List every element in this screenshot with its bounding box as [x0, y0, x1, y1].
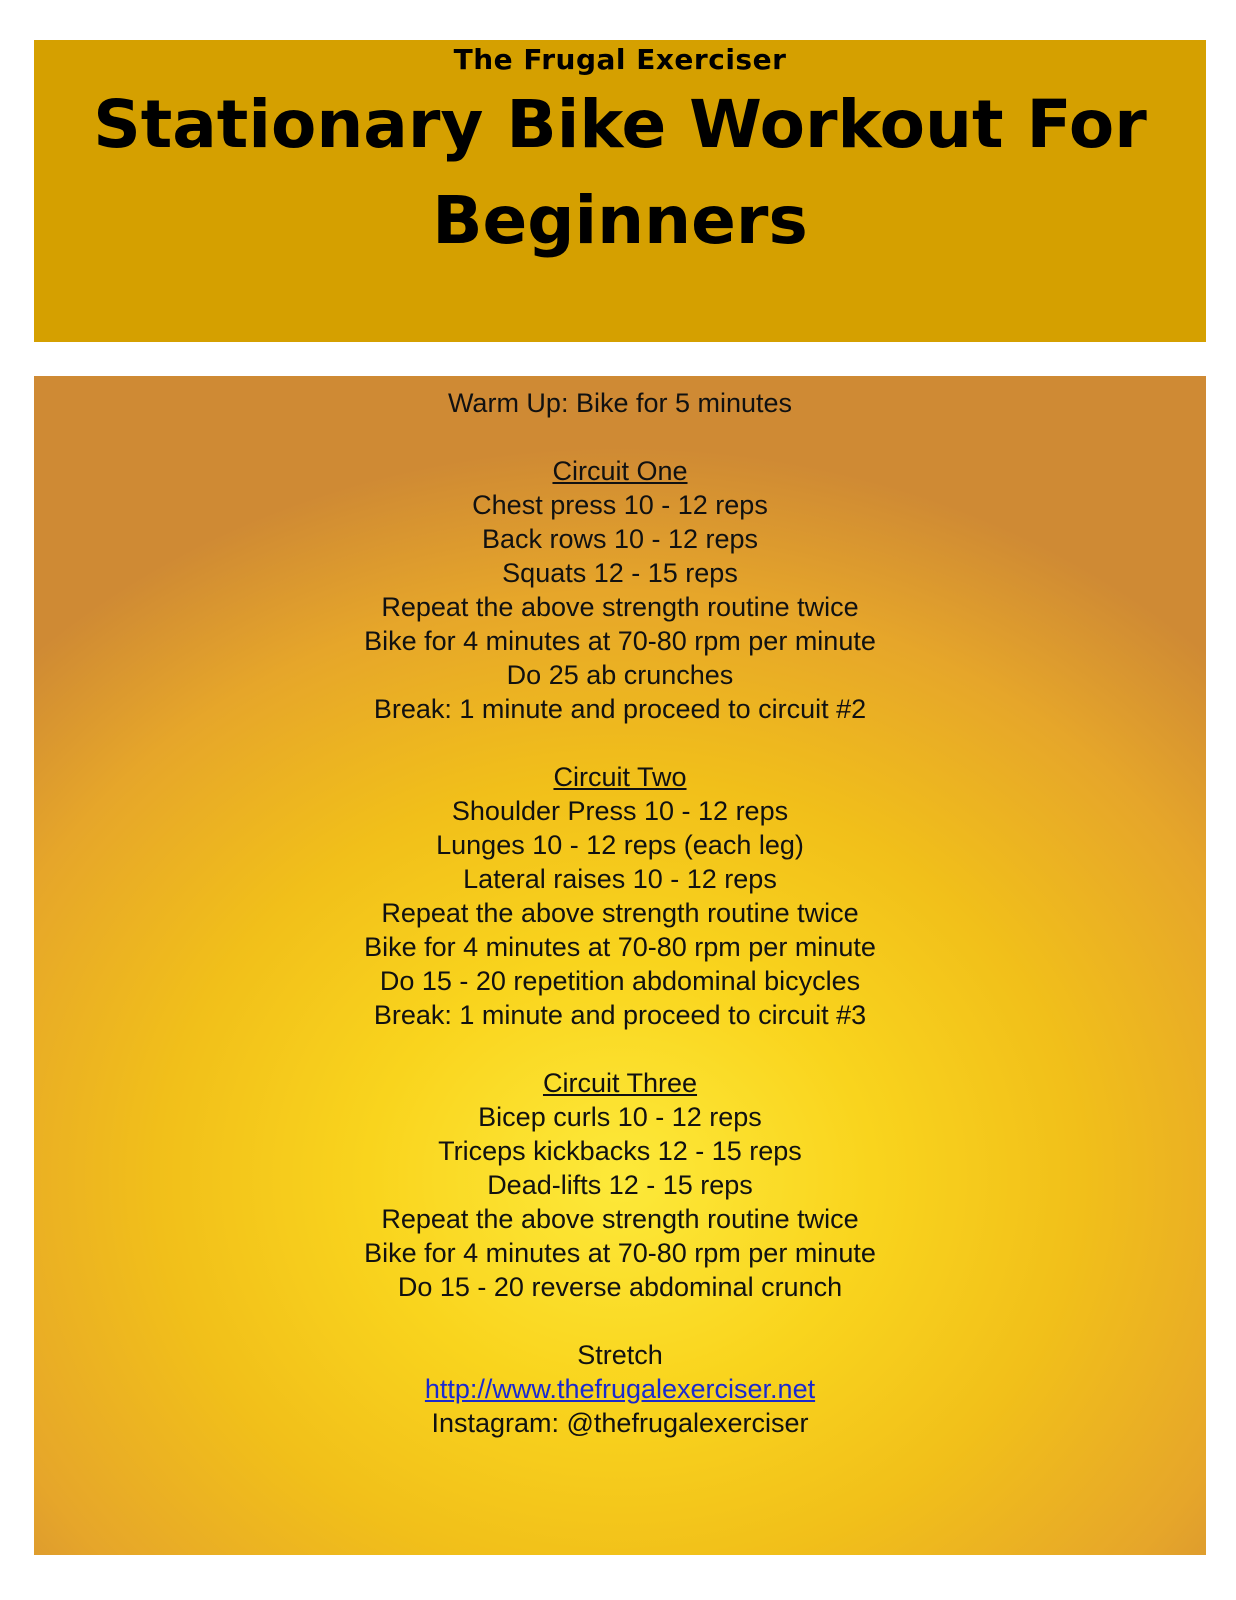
list-item: Squats 12 - 15 reps	[502, 558, 738, 588]
list-item: Do 15 - 20 reverse abdominal crunch	[397, 1272, 843, 1302]
circuit-two-heading: Circuit Two	[553, 762, 687, 792]
list-item: Shoulder Press 10 - 12 reps	[451, 796, 789, 826]
list-item: Lunges 10 - 12 reps (each leg)	[436, 830, 804, 860]
list-item: Lateral raises 10 - 12 reps	[463, 864, 777, 894]
header-banner	[34, 40, 1206, 342]
workout-panel	[34, 376, 1206, 1555]
list-item: Back rows 10 - 12 reps	[481, 524, 759, 554]
circuit-one-heading: Circuit One	[552, 456, 688, 486]
list-item: Do 15 - 20 repetition abdominal bicycles	[379, 966, 861, 996]
list-item: Break: 1 minute and proceed to circuit #2	[373, 694, 867, 724]
list-item: Bicep curls 10 - 12 reps	[478, 1102, 762, 1132]
list-item: Repeat the above strength routine twice	[381, 592, 859, 622]
warmup-line: Warm Up: Bike for 5 minutes	[447, 388, 793, 418]
list-item: Bike for 4 minutes at 70-80 rpm per minute	[364, 932, 876, 962]
list-item: Repeat the above strength routine twice	[381, 898, 859, 928]
circuit-three-heading: Circuit Three	[542, 1068, 698, 1098]
list-item: Bike for 4 minutes at 70-80 rpm per minute	[364, 1238, 876, 1268]
list-item: Bike for 4 minutes at 70-80 rpm per minute	[364, 626, 876, 656]
page-title: Stationary Bike Workout For Beginners	[93, 86, 1147, 259]
stretch-line: Stretch	[577, 1340, 663, 1370]
list-item: Do 25 ab crunches	[506, 660, 734, 690]
website-link[interactable]: http://www.thefrugalexerciser.net	[424, 1374, 816, 1404]
instagram-handle: Instagram: @thefrugalexerciser	[431, 1408, 809, 1438]
list-item: Break: 1 minute and proceed to circuit #3	[373, 1000, 867, 1030]
list-item: Repeat the above strength routine twice	[381, 1204, 859, 1234]
list-item: Dead-lifts 12 - 15 reps	[487, 1170, 753, 1200]
brand-name: The Frugal Exerciser	[453, 43, 787, 76]
list-item: Triceps kickbacks 12 - 15 reps	[438, 1136, 802, 1166]
list-item: Chest press 10 - 12 reps	[472, 490, 768, 520]
